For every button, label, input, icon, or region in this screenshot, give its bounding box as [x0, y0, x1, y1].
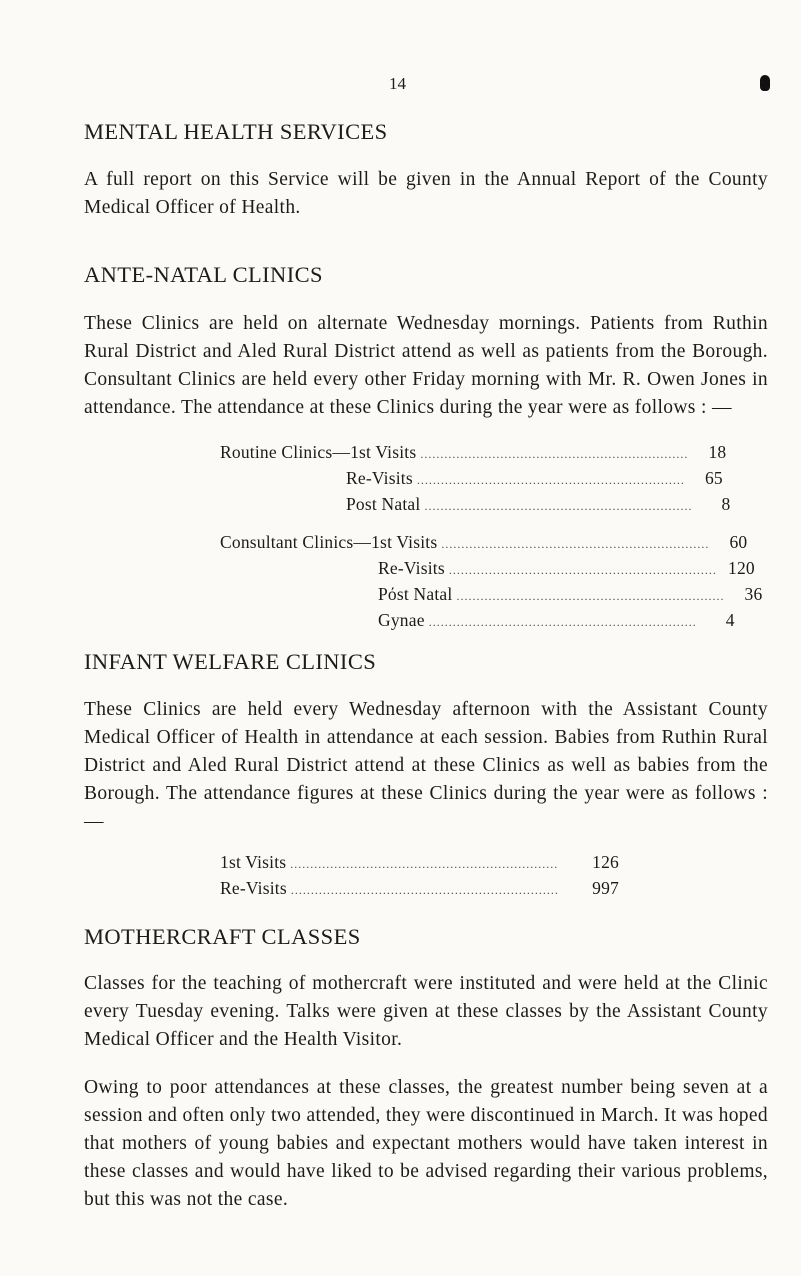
mental-health-heading: MENTAL HEALTH SERVICES [84, 119, 388, 144]
row-label: Re-Visits [378, 558, 445, 578]
dot-leader: ................................................................... [290, 857, 559, 871]
row-label: Re-Visits [346, 468, 413, 488]
row-value: 997 [592, 878, 619, 898]
table-row [378, 582, 763, 608]
table-row [220, 440, 727, 466]
consultant-clinics-label: Consultant Clinics— [220, 532, 372, 552]
ante-natal-heading: ANTE-NATAL CLINICS [84, 262, 323, 287]
row-value: 60 [729, 532, 748, 552]
table-row [378, 556, 755, 582]
ante-natal-text: These Clinics are held on alternate Wednesday mornings. Patients from Ruthin Rural District and Aled Rural District attend as well as patients from the Borough. Consultant Clinics are held every other Friday morning with Mr. R. Owen Jones in attendance. The attendance at these Clinics during the year were as follows : — [84, 313, 768, 418]
row-label: Gynae [378, 610, 425, 630]
row-label: 1st Visits [350, 442, 417, 462]
mothercraft-heading: MOTHERCRAFT CLASSES [84, 924, 361, 949]
table-row [220, 876, 619, 902]
table-row [346, 466, 723, 492]
dot-leader: ................................................................... [420, 447, 689, 461]
row-label: 1st Visits [371, 532, 438, 552]
row-value: 65 [704, 468, 723, 488]
row-value: 120 [728, 558, 755, 578]
dot-leader: ................................................................... [456, 589, 725, 603]
table-row [346, 492, 731, 518]
table-row [378, 608, 735, 634]
row-value: 8 [721, 494, 731, 514]
mothercraft-text-2: Owing to poor attendances at these classes, the greatest number being seven at a session and often only two attended, they were discontinued in March. It was hoped that mothers of young babies and expectant mothers would have taken interest in these classes and would have liked to be advised regarding their various problems, but this was not the case. [84, 1077, 768, 1210]
dot-leader: ................................................................... [424, 499, 693, 513]
row-label: Post Natal [346, 494, 421, 514]
dot-leader: ................................................................... [428, 615, 697, 629]
page-number: 14 [389, 74, 406, 93]
row-label: 1st Visits [220, 852, 287, 872]
dot-leader: ................................................................... [416, 473, 685, 487]
row-label: Re-Visits [220, 878, 287, 898]
row-value: 18 [708, 442, 727, 462]
row-value: 4 [725, 610, 735, 630]
ante-natal-attendance-table [220, 440, 763, 634]
dot-leader: ................................................................... [290, 883, 559, 897]
dot-leader: ................................................................... [441, 537, 710, 551]
infant-welfare-heading: INFANT WELFARE CLINICS [84, 649, 377, 674]
row-label: Pόst Natal [378, 584, 453, 604]
mental-health-text: A full report on this Service will be given in the Annual Report of the County Medical Officer of Health. [84, 169, 768, 218]
table-row [220, 850, 619, 876]
routine-clinics-label: Routine Clinics— [220, 442, 351, 462]
infant-welfare-attendance-table [220, 850, 619, 902]
mothercraft-text-1: Classes for the teaching of mothercraft were instituted and were held at the Clinic every Tuesday evening. Talks were given at these classes by the Assistant County Medical Officer and the Health Visitor. [84, 973, 768, 1050]
infant-welfare-text: These Clinics are held every Wednesday afternoon with the Assistant County Medical Officer of Health in attendance at each session. Babies from Ruthin Rural District and Aled Rural District attend at these Clinics as well as babies from the Borough. The attendance figures at these Clinics during the year were as follows : — [84, 699, 768, 832]
page-body [84, 72, 768, 1214]
row-value: 36 [744, 584, 763, 604]
row-value: 126 [592, 852, 619, 872]
table-row [220, 530, 748, 556]
dot-leader: ................................................................... [448, 563, 717, 577]
